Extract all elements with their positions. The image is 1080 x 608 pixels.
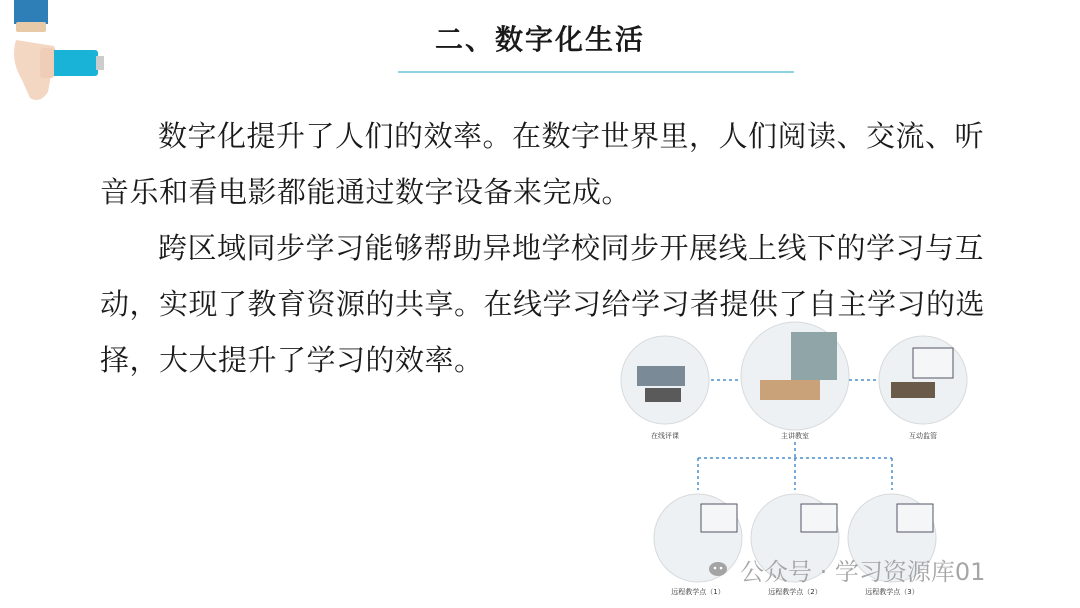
top-label-1: 在线评课	[651, 432, 679, 440]
paragraph-2: 跨区域同步学习能够帮助异地学校同步开展线上线下的学习与互动，实现了教育资源的共享。在线学习给学习者提供了自主学习的选择，大大提升了学习的效率。	[100, 231, 986, 377]
title-underline	[398, 71, 794, 73]
page-title: 二、数字化生活	[434, 23, 645, 56]
online-review-circle	[621, 336, 709, 424]
bottom-label-2: 远程教学点（2）	[768, 588, 822, 596]
main-classroom-circle	[741, 322, 849, 430]
top-label-2: 主讲教室	[781, 432, 809, 440]
paragraph-1: 数字化提升了人们的效率。在数字世界里，人们阅读、交流、听音乐和看电影都能通过数字设备来完成。	[100, 119, 985, 209]
wechat-icon	[708, 558, 732, 582]
interactive-supervision-circle	[879, 336, 967, 424]
connector-lines	[698, 442, 892, 490]
watermark	[708, 552, 985, 587]
bottom-label-3: 远程教学点（3）	[865, 588, 919, 596]
watermark-text: 公众号 · 学习资源库01	[740, 558, 986, 586]
bottom-label-1: 远程教学点（1）	[671, 588, 725, 596]
top-label-3: 互动监管	[909, 432, 937, 440]
